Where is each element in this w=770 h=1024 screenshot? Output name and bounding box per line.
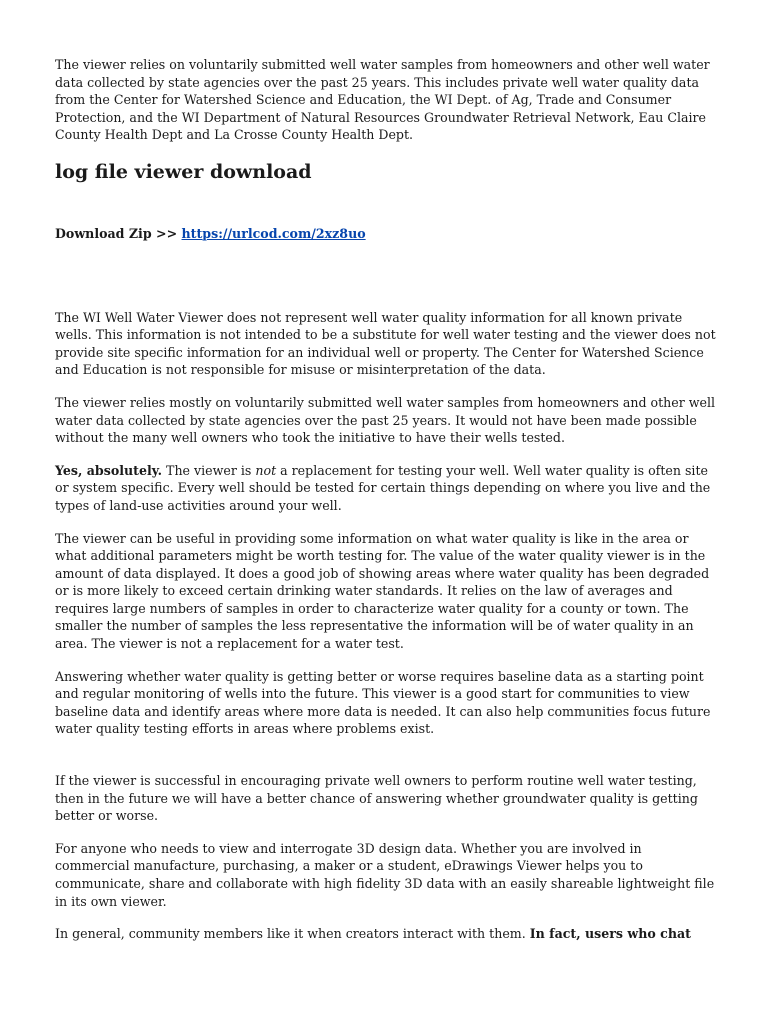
paragraph-replacement [55, 462, 720, 515]
text-before: The viewer is [162, 462, 256, 478]
text-after: a replacement for testing your well. Well water quality is often site or system specific. Every well should be tested for certain things depending on where you live and the types of land-use activities around your well. [55, 462, 711, 513]
paragraph-future: If the viewer is successful in encouraging private well owners to perform routine well water testing, then in the future we will have a better chance of answering whether groundwater quality is getting better or worse. [55, 773, 698, 824]
paragraph-usefulness: The viewer can be useful in providing some information on what water quality is like in the area or what additional parameters might be worth testing for. The value of the water quality viewer is in the amount of data displayed. It does a good job of showing areas where water quality has been degraded or is more likely to exceed certain drinking water standards. It relies on the law of averages and requires large numbers of samples in order to characterize water quality for a county or town. The smaller the number of samples the less representative the information will be of water quality in an area. The viewer is not a replacement for a water test. [55, 530, 710, 652]
bold-lead: Yes, absolutely. [55, 462, 163, 478]
paragraph-baseline: Answering whether water quality is getting better or worse requires baseline data as a starting point and regular monitoring of wells into the future. This viewer is a good start for communities to view baseline data and identify areas where more data is needed. It can also help communities focus future water quality testing efforts in areas where problems exist. [55, 668, 711, 737]
italic-not: not [255, 462, 277, 478]
paragraph-data-source: The viewer relies mostly on voluntarily submitted well water samples from homeowners and other well water data collected by state agencies over the past 25 years. It would not have been made possible without the many well owners who took the initiative to have their wells tested. [55, 394, 716, 446]
download-line [55, 225, 720, 243]
paragraph-community [55, 925, 720, 943]
download-link[interactable]: https://urlcod.com/2xz8uo [181, 225, 366, 241]
paragraph-disclaimer: The WI Well Water Viewer does not represent well water quality information for all known private wells. This information is not intended to be a substitute for well water testing and the viewer does not provide site specific information for an individual well or property. The Center for Watershed Science and Education is not responsible for misuse or misinterpretation of the data. [55, 309, 716, 378]
document-body [55, 56, 720, 958]
intro-paragraph: The viewer relies on voluntarily submitted well water samples from homeowners and other well water data collected by state agencies over the past 25 years. This includes private well water quality data from the Center for Watershed Science and Education, the WI Dept. of Ag, Trade and Consumer Protection, and the WI Department of Natural Resources Groundwater Retrieval Network, Eau Claire County Health Dept and La Crosse County Health Dept. [55, 57, 710, 143]
community-bold-tail: In fact, users who chat [529, 926, 691, 942]
paragraph-edrawings: For anyone who needs to view and interrogate 3D design data. Whether you are involved in commercial manufacture, purchasing, a maker or a student, eDrawings Viewer helps you to communicate, share and collaborate with high fidelity 3D data with an easily shareable lightweight file in its own viewer. [55, 840, 715, 909]
page-title: log file viewer download [55, 160, 312, 183]
download-label: Download Zip >> [55, 225, 182, 241]
community-text: In general, community members like it when creators interact with them. [55, 926, 530, 942]
